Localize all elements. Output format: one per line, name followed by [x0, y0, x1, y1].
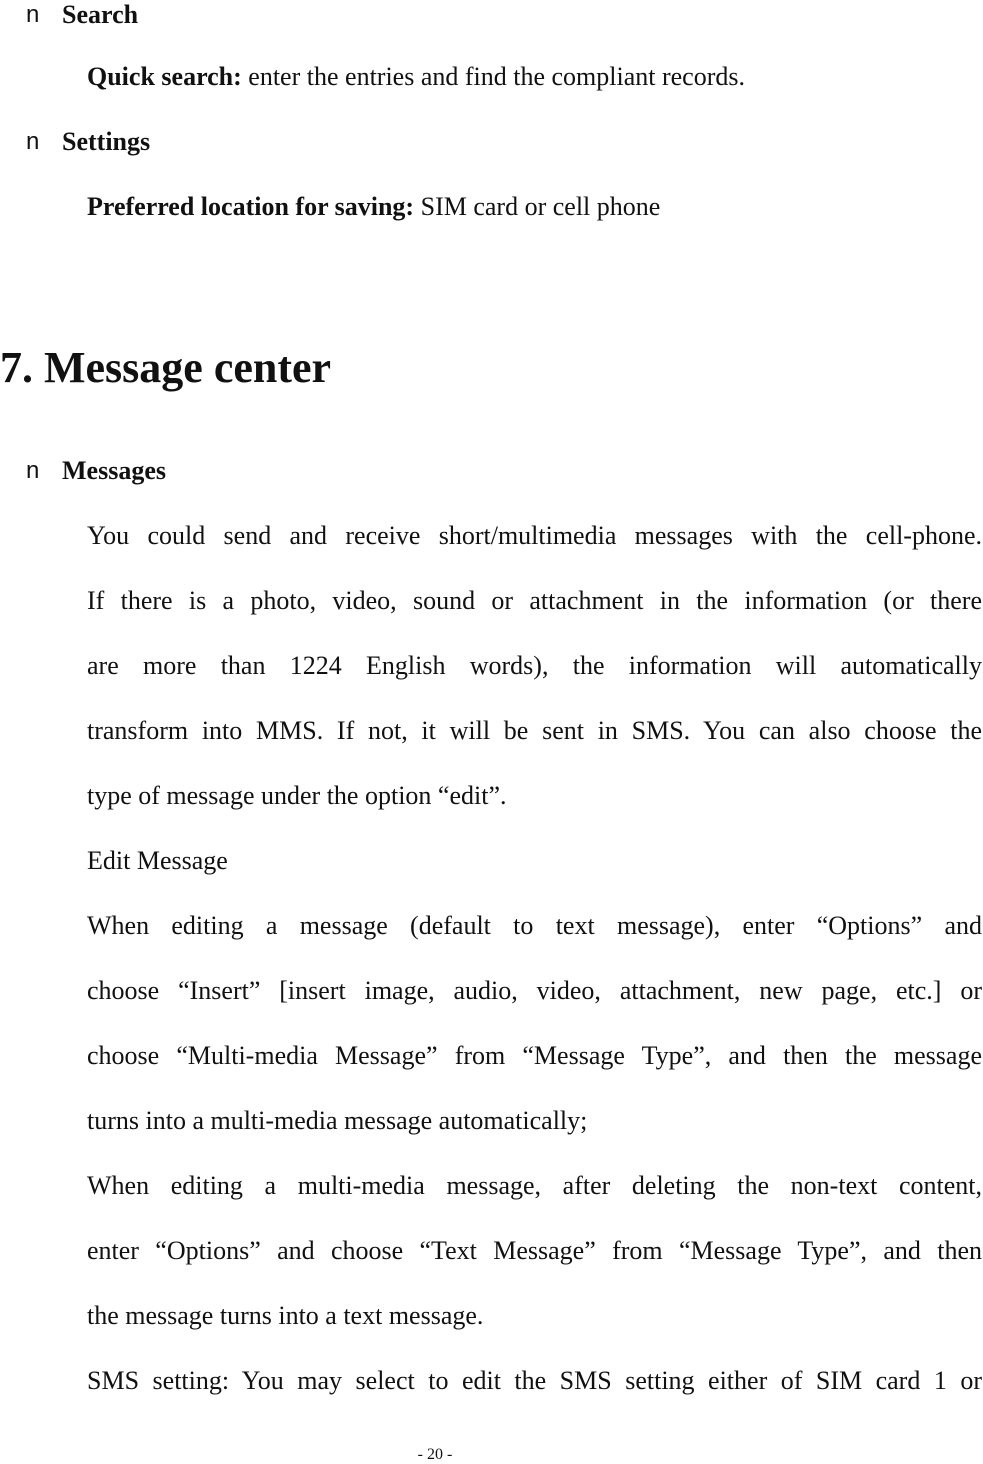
paragraph-line: are more than 1224 English words), the information will automatically — [87, 651, 982, 680]
bullet-icon: n — [26, 1, 40, 28]
paragraph-line: choose “Multi-media Message” from “Message Type”, and then the message — [87, 1041, 982, 1070]
messages-paragraph-1 — [87, 503, 982, 828]
quick-search-text: enter the entries and find the compliant records. — [241, 62, 746, 91]
quick-search-line — [87, 64, 745, 90]
paragraph-line: When editing a multi-media message, after deleting the non-text content, — [87, 1171, 982, 1200]
paragraph-line: If there is a photo, video, sound or attachment in the information (or there — [87, 586, 982, 615]
preferred-location-line — [87, 194, 660, 220]
quick-search-label: Quick search: — [87, 62, 242, 91]
messages-paragraph-4 — [87, 1348, 982, 1413]
edit-message-heading — [87, 828, 982, 893]
paragraph-line: the message turns into a text message. — [87, 1301, 484, 1330]
paragraph-line: type of message under the option “edit”. — [87, 781, 507, 810]
paragraph-line: transform into MMS. If not, it will be sent in SMS. You can also choose the — [87, 716, 982, 745]
paragraph-line: enter “Options” and choose “Text Message” from “Message Type”, and then — [87, 1236, 982, 1265]
search-section-heading — [26, 0, 138, 30]
settings-title: Settings — [62, 127, 151, 156]
bullet-icon: n — [26, 457, 40, 484]
preferred-location-text: SIM card or cell phone — [414, 192, 661, 221]
bullet-icon: n — [26, 128, 40, 155]
paragraph-line: turns into a multi-media message automatically; — [87, 1106, 588, 1135]
messages-paragraph-2 — [87, 893, 982, 1153]
messages-title: Messages — [62, 456, 166, 485]
chapter-heading: 7. Message center — [0, 343, 332, 392]
preferred-location-label: Preferred location for saving: — [87, 192, 415, 221]
page-number: - 20 - — [417, 1446, 453, 1463]
messages-section-heading — [26, 456, 166, 486]
paragraph-line: choose “Insert” [insert image, audio, video, attachment, new page, etc.] or — [87, 976, 982, 1005]
settings-section-heading — [26, 127, 150, 157]
paragraph-line: When editing a message (default to text message), enter “Options” and — [87, 911, 982, 940]
edit-message-label: Edit Message — [87, 846, 228, 875]
paragraph-line: You could send and receive short/multimedia messages with the cell-phone. — [87, 521, 982, 550]
search-title: Search — [62, 0, 139, 29]
paragraph-line: SMS setting: You may select to edit the SMS setting either of SIM card 1 or — [87, 1366, 982, 1395]
messages-paragraph-3 — [87, 1153, 982, 1348]
